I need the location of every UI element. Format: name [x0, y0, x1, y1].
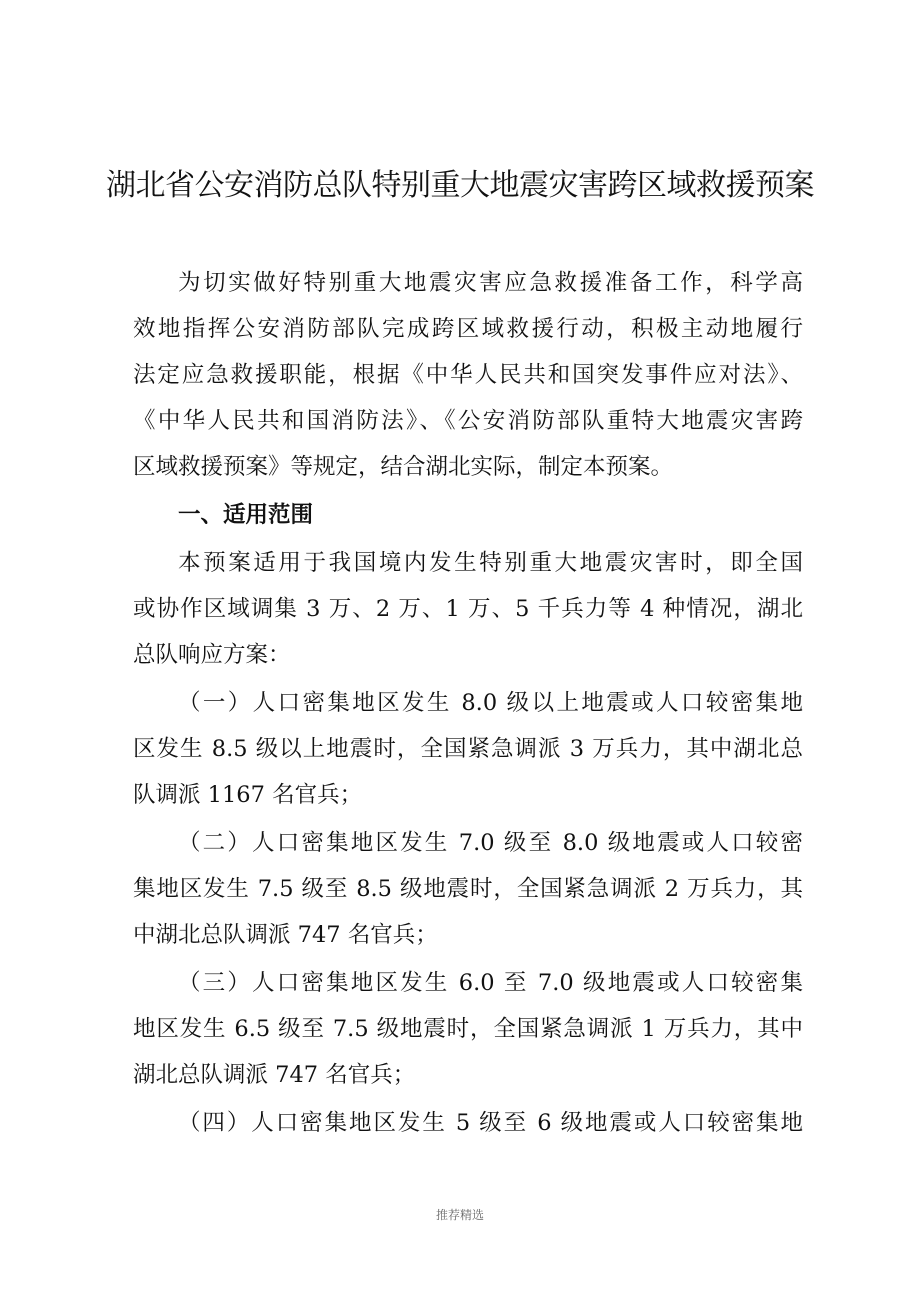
page-footer: 推荐精选	[435, 1208, 484, 1222]
paragraph-line: 或协作区域调集 3 万、2 万、1 万、5 千兵力等 4 种情况，湖北	[133, 596, 803, 622]
document-title: 湖北省公安消防总队特别重大地震灾害跨区域救援预案	[106, 168, 814, 203]
paragraph-line: 集地区发生 7.5 级至 8.5 级地震时，全国紧急调派 2 万兵力，其	[133, 876, 803, 902]
paragraph-line: （四）人口密集地区发生 5 级至 6 级地震或人口较密集地	[178, 1110, 803, 1136]
paragraph-line: 总队响应方案：	[133, 642, 291, 668]
paragraph-line: 区发生 8.5 级以上地震时，全国紧急调派 3 万兵力，其中湖北总	[133, 736, 803, 762]
paragraph-line: 队调派 1167 名官兵；	[133, 782, 363, 808]
paragraph-line: （二）人口密集地区发生 7.0 级至 8.0 级地震或人口较密	[178, 830, 803, 856]
paragraph-line: 为切实做好特别重大地震灾害应急救援准备工作，科学高	[178, 270, 803, 296]
paragraph-line: 《中华人民共和国消防法》、《公安消防部队重特大地震灾害跨	[133, 408, 803, 434]
paragraph-line: （一）人口密集地区发生 8.0 级以上地震或人口较密集地	[178, 690, 803, 716]
section-heading: 一、适用范围	[178, 502, 314, 528]
paragraph-line: （三）人口密集地区发生 6.0 至 7.0 级地震或人口较密集	[178, 970, 803, 996]
paragraph-line: 中湖北总队调派 747 名官兵；	[133, 922, 438, 948]
paragraph-line: 效地指挥公安消防部队完成跨区域救援行动，积极主动地履行	[133, 316, 803, 342]
paragraph-line: 本预案适用于我国境内发生特别重大地震灾害时，即全国	[178, 550, 803, 576]
paragraph-line: 地区发生 6.5 级至 7.5 级地震时，全国紧急调派 1 万兵力，其中	[133, 1016, 803, 1042]
paragraph-line: 法定应急救援职能，根据《中华人民共和国突发事件应对法》、	[133, 362, 803, 388]
paragraph-line: 湖北总队调派 747 名官兵；	[133, 1062, 416, 1088]
paragraph-line: 区域救援预案》等规定，结合湖北实际，制定本预案。	[133, 454, 674, 480]
